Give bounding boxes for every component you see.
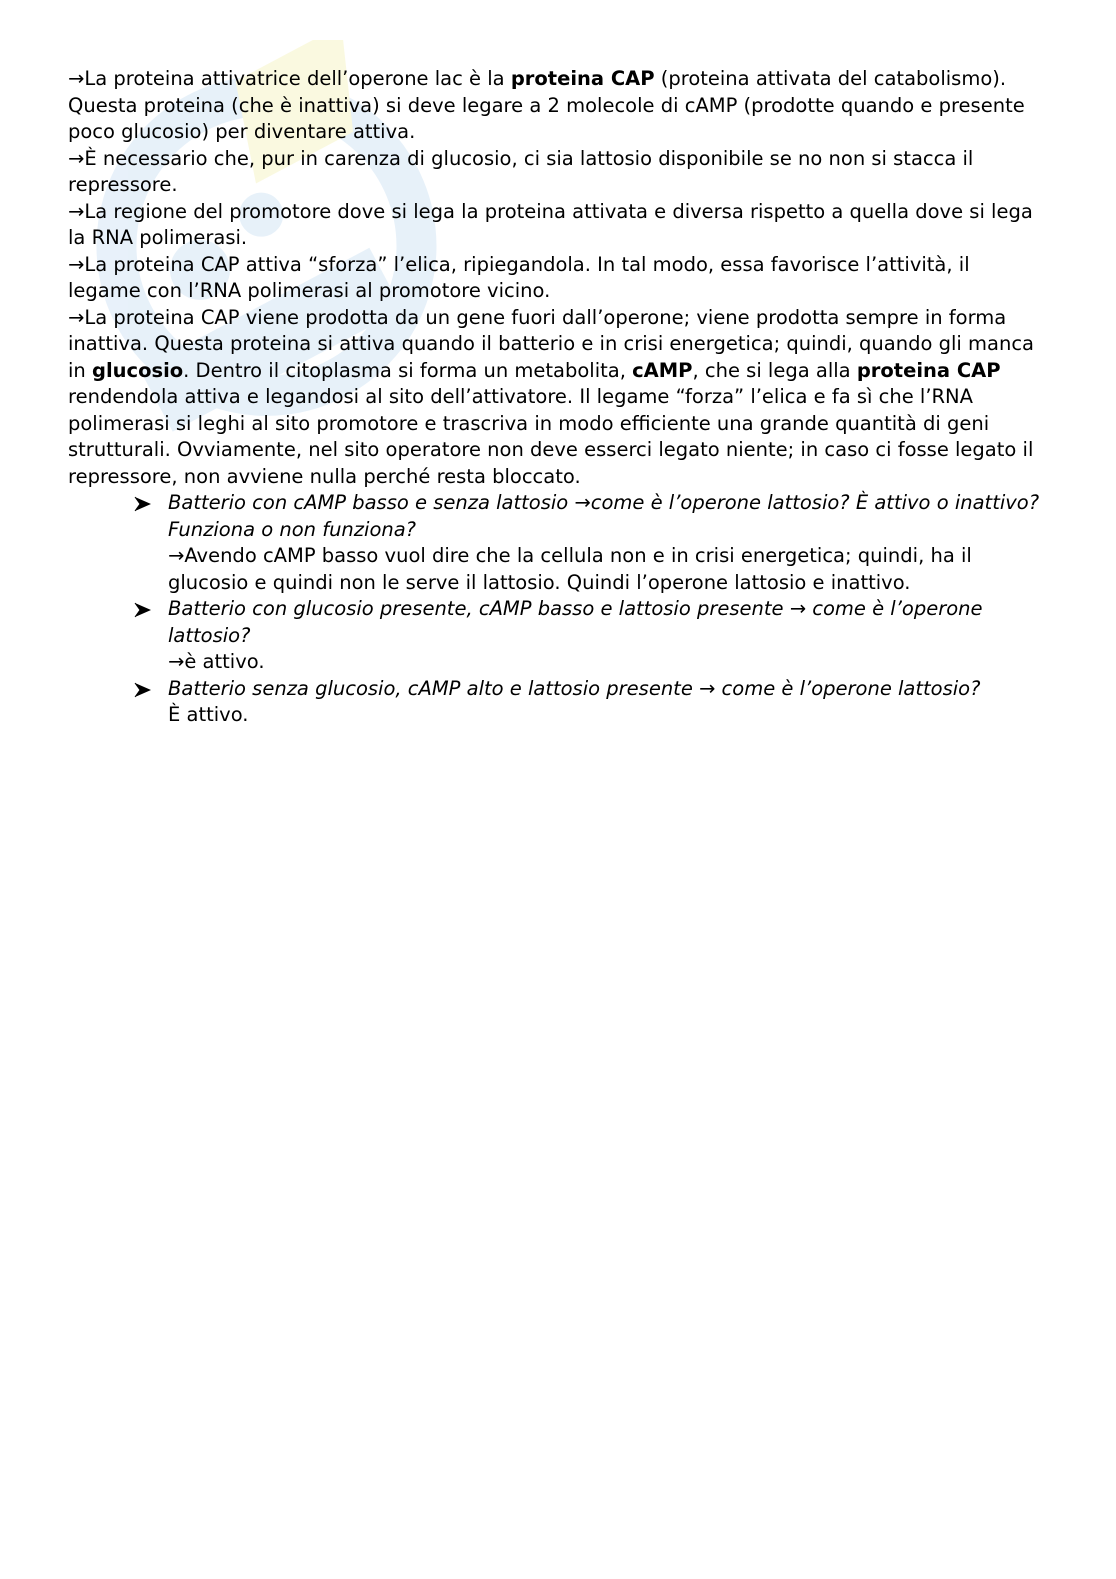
paragraph-text: La proteina CAP viene prodotta da un gene fuori dall’operone; viene prodotta sempre in forma inattiva. Questa proteina si attiva quando il batterio e in crisi energetica; quindi, quando gli manca in xyxy=(68,305,1034,382)
paragraph-lactose-required xyxy=(68,146,1043,199)
document-page xyxy=(68,66,1043,729)
paragraph-text: (proteina attivata del catabolismo). Questa proteina (che è inattiva) si deve legare a 2 molecole di cAMP (prodotte quando e presente poco glucosio) per diventare attiva. xyxy=(68,67,1025,143)
arrowhead-bullet-icon xyxy=(134,682,152,698)
paragraph-text: È necessario che, pur in carenza di glucosio, ci sia lattosio disponibile se no non si stacca il repressore. xyxy=(68,146,974,196)
answer-text xyxy=(168,649,1043,676)
question-list xyxy=(68,490,1043,729)
list-item xyxy=(68,490,1043,596)
question-text: Batterio con cAMP basso e senza lattosio →come è l’operone lattosio? È attivo o inattivo? Funziona o non funziona? xyxy=(168,491,1040,541)
bold-term: cAMP xyxy=(632,358,693,382)
arrow-icon: → xyxy=(168,544,185,567)
bold-term: glucosio xyxy=(91,358,184,382)
paragraph-text: , che si lega alla xyxy=(692,358,857,382)
answer-body: Avendo cAMP basso vuol dire che la cellula non e in crisi energetica; quindi, ha il glucosio e quindi non le serve il lattosio. Quindi l’operone lattosio e inattivo. xyxy=(168,544,972,594)
arrowhead-bullet-icon xyxy=(134,496,152,512)
bold-term: proteina CAP xyxy=(510,67,655,90)
answer-text xyxy=(168,543,1043,596)
answer-body: È attivo. xyxy=(168,703,249,726)
arrow-icon: → xyxy=(68,146,85,170)
arrowhead-bullet-icon xyxy=(134,602,152,618)
paragraph-text: rendendola attiva e legandosi al sito dell’attivatore. Il legame “forza” l’elica e fa sì che l’RNA polimerasi si leghi al sito promotore e trascriva in modo efficiente una grande quantità di geni strutturali. Ovviamente, nel sito operatore non deve esserci legato niente; in caso ci fosse legato il repressore, non avviene nulla perché resta bloccato. xyxy=(68,385,1034,488)
answer-body: è attivo. xyxy=(184,650,265,673)
answer-text xyxy=(168,702,1043,729)
bold-term: proteina CAP xyxy=(856,358,1001,382)
paragraph-text: La regione del promotore dove si lega la proteina attivata e diversa rispetto a quella dove si lega la RNA polimerasi. xyxy=(68,199,1033,249)
list-item xyxy=(68,676,1043,729)
paragraph-cap-bends-helix xyxy=(68,252,1043,305)
paragraph-text: La proteina attivatrice dell’operone lac è la xyxy=(84,67,511,90)
question-text: Batterio senza glucosio, cAMP alto e lattosio presente → come è l’operone lattosio? xyxy=(168,676,981,700)
arrow-icon: → xyxy=(68,305,85,329)
paragraph-text: La proteina CAP attiva “sforza” l’elica, ripiegandola. In tal modo, essa favorisce l’attività, il legame con l’RNA polimerasi al promotore vicino. xyxy=(68,252,970,302)
question-text: Batterio con glucosio presente, cAMP basso e lattosio presente → come è l’operone lattosio? xyxy=(168,597,983,647)
arrow-icon: → xyxy=(68,252,85,276)
arrow-icon: → xyxy=(68,199,85,223)
list-item xyxy=(68,596,1043,676)
paragraph-cap-protein xyxy=(68,66,1043,146)
paragraph-text: . Dentro il citoplasma si forma un metabolita, xyxy=(183,358,633,382)
arrow-icon: → xyxy=(168,650,185,673)
arrow-icon: → xyxy=(68,67,85,90)
paragraph-promoter-region xyxy=(68,199,1043,252)
paragraph-cap-production xyxy=(68,305,1043,491)
